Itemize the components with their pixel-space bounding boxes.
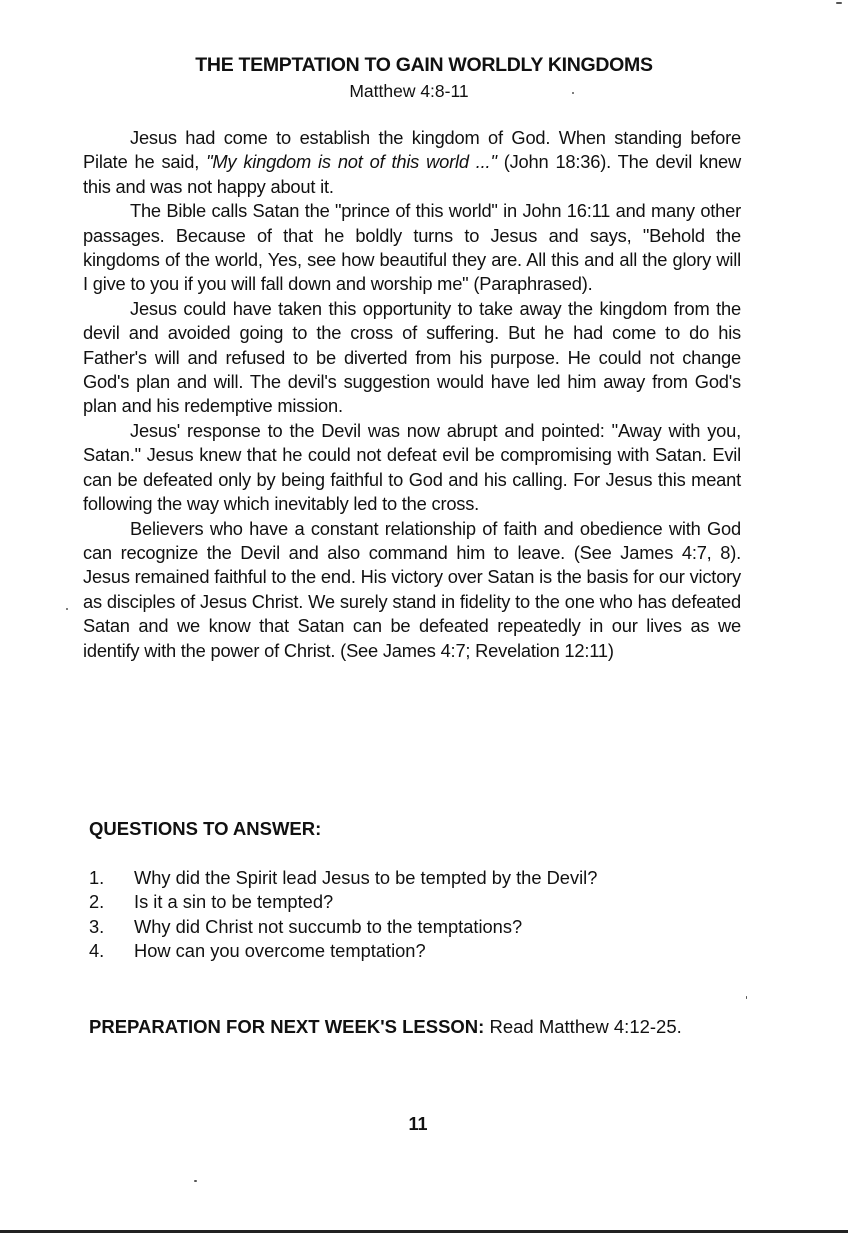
paragraph-1-quote: "My kingdom is not of this world ..."	[206, 151, 497, 173]
questions-list	[89, 866, 729, 964]
question-text: Is it a sin to be tempted?	[134, 891, 334, 913]
question-item	[89, 939, 729, 963]
scan-bottom-edge	[0, 1230, 848, 1233]
scan-speck	[746, 996, 747, 999]
question-text: Why did Christ not succumb to the temptations?	[134, 915, 523, 937]
scan-speck	[836, 2, 842, 4]
preparation-note	[89, 1014, 749, 1039]
questions-heading: QUESTIONS TO ANSWER:	[89, 818, 322, 839]
question-number: 2.	[89, 891, 105, 913]
page-number: 11	[408, 1114, 428, 1134]
scan-speck	[194, 1180, 197, 1182]
paragraph-3: Jesus could have taken this opportunity to take away the kingdom from the devil and avoided going to the cross of suffering. But he had come to do his Father's will and refused to be diverted from his purpose. He could not change God's plan and will. The devil's suggestion would have led him away from God's plan and his redemptive mission.	[83, 297, 741, 417]
paragraph-5: Believers who have a constant relationship of faith and obedience with God can recognize the Devil and also command him to leave. (See James 4:7, 8). Jesus remained faithful to the end. His victory over Satan is the basis for our victory as disciples of Jesus Christ. We surely stand in fidelity to the one who has defeated Satan and we know that Satan can be defeated repeatedly in our lives as we identify with the power of Christ. (See James 4:7; Revelation 12:11)	[83, 517, 741, 661]
lesson-body	[83, 126, 741, 663]
question-number: 3.	[89, 915, 105, 937]
preparation-text: Read Matthew 4:12-25.	[484, 1016, 682, 1037]
paragraph-1-end: (John 18:36). The devil knew this and was not happy about it.	[83, 151, 742, 197]
question-item	[89, 866, 729, 890]
scripture-reference: Matthew 4:8-11	[349, 81, 469, 101]
question-text: How can you overcome temptation?	[134, 940, 426, 962]
paragraph-1	[83, 126, 741, 199]
preparation-label: PREPARATION FOR NEXT WEEK'S LESSON:	[89, 1016, 485, 1037]
question-text: Why did the Spirit lead Jesus to be tempted by the Devil?	[134, 867, 598, 888]
question-item	[89, 915, 729, 939]
paragraph-1-start: Jesus had come to establish the kingdom of God. When standing before Pilate he said,	[83, 127, 741, 173]
paragraph-2: The Bible calls Satan the "prince of this world" in John 16:11 and many other passages. Because of that he boldly turns to Jesus and says, "Behold the kingdoms of the world, Yes, see how beautiful they are. All this and all the glory will I give to you if you will fall down and worship me" (Paraphrased).	[83, 200, 741, 295]
question-number: 1.	[89, 867, 105, 888]
scan-speck	[572, 92, 574, 94]
question-item	[89, 890, 729, 914]
lesson-title: THE TEMPTATION TO GAIN WORLDLY KINGDOMS	[195, 54, 653, 76]
scan-speck	[66, 608, 68, 610]
question-number: 4.	[89, 940, 105, 962]
paragraph-4: Jesus' response to the Devil was now abrupt and pointed: "Away with you, Satan." Jesus knew that he could not defeat evil be compromising with Satan. Evil can be defeated only by being faithful to God and his calling. For Jesus this meant following the way which inevitably led to the cross.	[83, 419, 741, 515]
